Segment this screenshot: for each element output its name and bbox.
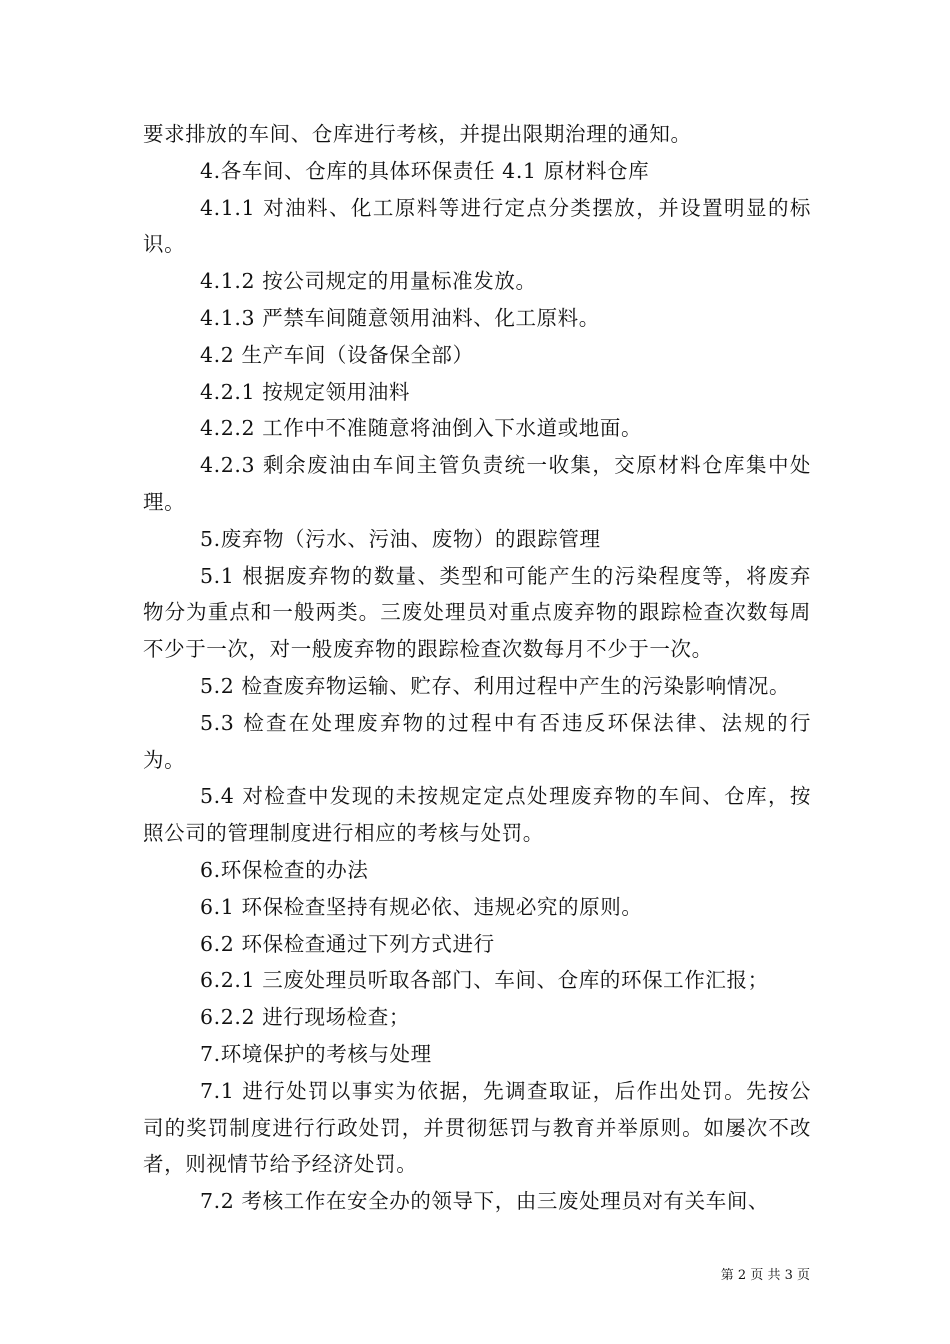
paragraph: 4.2.3 剩余废油由车间主管负责统一收集，交原材料仓库集中处理。 bbox=[143, 453, 811, 514]
paragraph: 6.2 环保检查通过下列方式进行 bbox=[200, 931, 495, 956]
document-body bbox=[143, 116, 811, 1220]
paragraph: 4.1.2 按公司规定的用量标准发放。 bbox=[200, 269, 537, 294]
page-number: 第 2 页 共 3 页 bbox=[720, 1268, 810, 1283]
paragraph: 4.1.1 对油料、化工原料等进行定点分类摆放，并设置明显的标识。 bbox=[143, 195, 811, 257]
paragraph: 5.4 对检查中发现的未按规定定点处理废弃物的车间、仓库，按照公司的管理制度进行相应的考核与处罚。 bbox=[143, 784, 811, 846]
section-heading: 7.环境保护的考核与处理 bbox=[200, 1041, 432, 1066]
paragraph: 6.2.2 进行现场检查； bbox=[200, 1005, 410, 1030]
paragraph: 6.2.1 三废处理员听取各部门、车间、仓库的环保工作汇报； bbox=[200, 968, 769, 993]
paragraph: 要求排放的车间、仓库进行考核，并提出限期治理的通知。 bbox=[143, 122, 692, 146]
paragraph: 7.2 考核工作在安全办的领导下，由三废处理员对有关车间、 bbox=[200, 1189, 770, 1214]
paragraph: 5.3 检查在处理废弃物的过程中有否违反环保法律、法规的行为。 bbox=[143, 710, 811, 772]
paragraph: 4.1.3 严禁车间随意领用油料、化工原料。 bbox=[200, 305, 600, 330]
paragraph: 7.1 进行处罚以事实为依据，先调查取证，后作出处罚。先按公司的奖罚制度进行行政处罚，并贯彻惩罚与教育并举原则。如屡次不改者，则视情节给予经济处罚。 bbox=[143, 1078, 811, 1177]
paragraph: 6.1 环保检查坚持有规必依、违规必究的原则。 bbox=[200, 894, 643, 919]
paragraph: 4.2.2 工作中不准随意将油倒入下水道或地面。 bbox=[200, 416, 643, 441]
section-heading: 6.环保检查的办法 bbox=[200, 857, 369, 882]
paragraph: 5.2 检查废弃物运输、贮存、利用过程中产生的污染影响情况。 bbox=[200, 673, 791, 698]
paragraph: 5.1 根据废弃物的数量、类型和可能产生的污染程度等，将废弃物分为重点和一般两类。三废处理员对重点废弃物的跟踪检查次数每周不少于一次，对一般废弃物的跟踪检查次数每月不少于一次。 bbox=[143, 563, 811, 662]
subsection-heading: 4.2 生产车间（设备保全部） bbox=[200, 342, 474, 367]
section-heading: 4.各车间、仓库的具体环保责任 4.1 原材料仓库 bbox=[200, 158, 650, 183]
paragraph: 4.2.1 按规定领用油料 bbox=[200, 379, 410, 404]
section-heading: 5.废弃物（污水、污油、废物）的跟踪管理 bbox=[200, 526, 601, 551]
